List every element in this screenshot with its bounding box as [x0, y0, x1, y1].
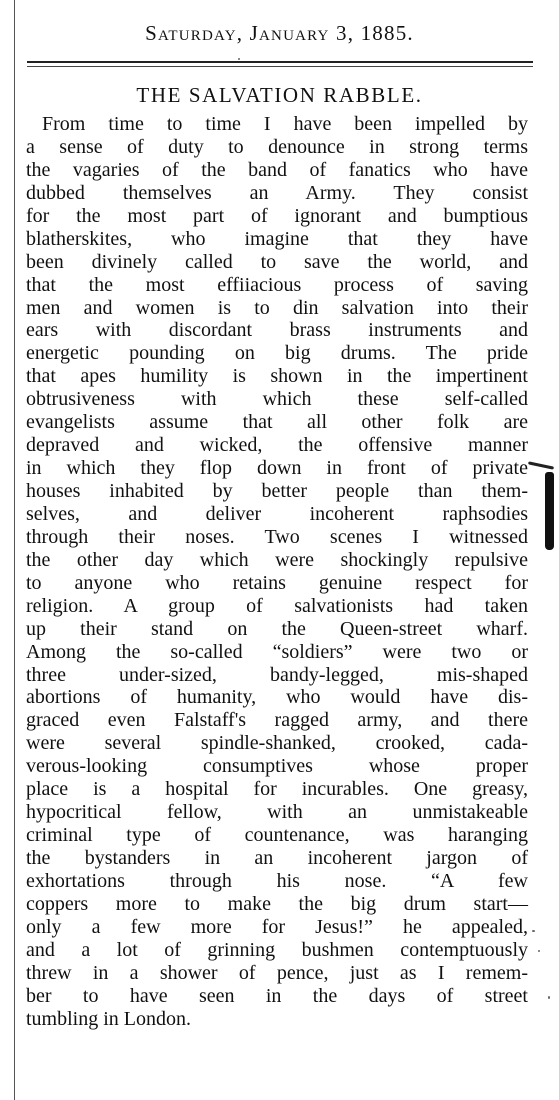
- body-line: three under-sized, bandy-legged, mis-shaped: [26, 663, 528, 686]
- header-rule: [27, 61, 533, 63]
- body-line: the other day which were shockingly repulsive: [26, 548, 528, 571]
- body-line: exhortations through his nose. “A few: [26, 869, 528, 892]
- body-line: were several spindle-shanked, crooked, cada-: [26, 732, 528, 755]
- article-headline: THE SALVATION RABBLE.: [136, 83, 423, 107]
- body-line: Among the so-called “soldiers” were two or: [26, 640, 528, 663]
- body-line: criminal type of countenance, was haranging: [26, 824, 528, 847]
- body-line: abortions of humanity, who would have dis-: [26, 686, 528, 709]
- body-line: that apes humility is shown in the impertinent: [26, 365, 528, 388]
- article-body: [26, 113, 528, 1031]
- print-speck: [538, 950, 540, 952]
- body-line: religion. A group of salvationists had taken: [26, 594, 528, 617]
- body-line: for the most part of ignorant and bumptious: [26, 204, 528, 227]
- body-line: a sense of duty to denounce in strong terms: [26, 135, 528, 158]
- body-line: From time to time I have been impelled by: [42, 113, 528, 135]
- header-rule-thin: [27, 66, 533, 67]
- body-line: the vagaries of the band of fanatics who have: [26, 158, 528, 181]
- body-line: energetic pounding on big drums. The pride: [26, 342, 528, 365]
- body-line: depraved and wicked, the offensive manner: [26, 434, 528, 457]
- body-line: evangelists assume that all other folk are: [26, 411, 528, 434]
- print-speck: [532, 930, 535, 932]
- dateline: Saturday, January 3, 1885.: [145, 21, 414, 45]
- body-line: that the most effiiacious process of saving: [26, 273, 528, 296]
- body-line: to anyone who retains genuine respect for: [26, 571, 528, 594]
- print-speck: [548, 996, 550, 999]
- body-line: and a lot of grinning bushmen contemptuously: [26, 938, 528, 961]
- ink-blot: [545, 472, 554, 550]
- body-line: place is a hospital for incurables. One greasy,: [26, 778, 528, 801]
- body-line: dubbed themselves an Army. They consist: [26, 181, 528, 204]
- ink-mark: [528, 461, 554, 469]
- body-line: only a few more for Jesus!” he appealed,: [26, 915, 528, 938]
- body-line: verous-looking consumptives whose proper: [26, 755, 528, 778]
- body-line: through their noses. Two scenes I witnessed: [26, 525, 528, 548]
- body-line: ears with discordant brass instruments and: [26, 319, 528, 342]
- body-line: in which they flop down in front of private: [26, 457, 528, 480]
- body-line: threw in a shower of pence, just as I remem-: [26, 961, 528, 984]
- body-line: ber to have seen in the days of street: [26, 984, 528, 1007]
- column-rule: [14, 0, 15, 1100]
- body-line: men and women is to din salvation into their: [26, 296, 528, 319]
- body-line: graced even Falstaff's ragged army, and there: [26, 709, 528, 732]
- print-speck: [238, 58, 240, 60]
- body-line: tumbling in London.: [26, 1007, 191, 1030]
- body-line: selves, and deliver incoherent raphsodies: [26, 502, 528, 525]
- body-line: houses inhabited by better people than them-: [26, 480, 528, 502]
- body-line: hypocritical fellow, with an unmistakeable: [26, 801, 528, 824]
- body-line: up their stand on the Queen-street wharf.: [26, 617, 528, 640]
- body-line: obtrusiveness with which these self-called: [26, 388, 528, 411]
- body-line: the bystanders in an incoherent jargon of: [26, 847, 528, 869]
- body-line: coppers more to make the big drum start—: [26, 892, 528, 915]
- body-line: blatherskites, who imagine that they have: [26, 227, 528, 250]
- body-line: been divinely called to save the world, and: [26, 250, 528, 273]
